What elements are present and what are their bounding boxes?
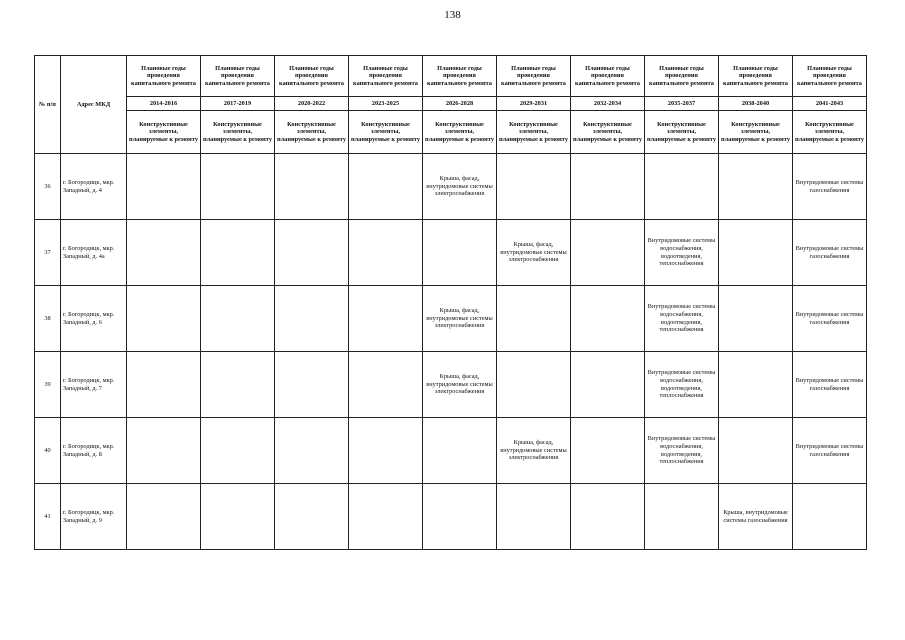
period-title-header: Плановые годы проведения капитального ремонта (423, 56, 497, 97)
repair-elements-cell: Внутридомовые системы газоснабжения (793, 352, 867, 418)
repair-elements-cell (201, 418, 275, 484)
period-years-header: 2038-2040 (719, 97, 793, 111)
period-elements-header: Конструктивные элементы, планируемые к ремонту (793, 111, 867, 154)
period-elements-header: Конструктивные элементы, планируемые к ремонту (201, 111, 275, 154)
period-years-header: 2020-2022 (275, 97, 349, 111)
address-column-header: Адрес МКД (61, 56, 127, 154)
repair-elements-cell (127, 352, 201, 418)
repair-elements-cell (201, 352, 275, 418)
repair-elements-cell: Внутридомовые системы газоснабжения (793, 418, 867, 484)
repair-elements-cell (497, 286, 571, 352)
repair-elements-cell (349, 418, 423, 484)
period-elements-header: Конструктивные элементы, планируемые к ремонту (497, 111, 571, 154)
repair-elements-cell: Крыша, фасад, внутридомовые системы электроснабжения (497, 418, 571, 484)
repair-elements-cell: Внутридомовые системы газоснабжения (793, 154, 867, 220)
period-elements-header: Конструктивные элементы, планируемые к ремонту (645, 111, 719, 154)
repair-elements-cell (719, 352, 793, 418)
repair-elements-cell: Внутридомовые системы газоснабжения (793, 286, 867, 352)
table-row (35, 220, 867, 286)
repair-elements-cell (719, 220, 793, 286)
repair-elements-cell (275, 286, 349, 352)
period-title-header: Плановые годы проведения капитального ремонта (497, 56, 571, 97)
period-title-header: Плановые годы проведения капитального ремонта (349, 56, 423, 97)
repair-elements-cell (275, 484, 349, 550)
num-column-header: № п/п (35, 56, 61, 154)
repair-elements-cell (423, 418, 497, 484)
repair-elements-cell (571, 220, 645, 286)
repair-elements-cell (719, 154, 793, 220)
repair-elements-cell (571, 418, 645, 484)
repair-elements-cell (497, 352, 571, 418)
period-years-header: 2023-2025 (349, 97, 423, 111)
repair-elements-cell (571, 352, 645, 418)
period-elements-header: Конструктивные элементы, планируемые к ремонту (349, 111, 423, 154)
repair-elements-cell: Крыша, фасад, внутридомовые системы электроснабжения (423, 352, 497, 418)
repair-elements-cell (571, 154, 645, 220)
repair-elements-cell: Внутридомовые системы водоснабжения, водоотведения, теплоснабжения (645, 418, 719, 484)
period-elements-header: Конструктивные элементы, планируемые к ремонту (571, 111, 645, 154)
repair-schedule-table (34, 55, 867, 550)
repair-elements-cell: Внутридомовые системы водоснабжения, водоотведения, теплоснабжения (645, 220, 719, 286)
period-elements-header: Конструктивные элементы, планируемые к ремонту (275, 111, 349, 154)
repair-elements-cell (201, 154, 275, 220)
repair-elements-cell (645, 154, 719, 220)
repair-elements-cell (349, 484, 423, 550)
table-row (35, 484, 867, 550)
repair-elements-cell (201, 220, 275, 286)
repair-elements-cell (201, 484, 275, 550)
period-elements-header: Конструктивные элементы, планируемые к ремонту (127, 111, 201, 154)
repair-elements-cell: Крыша, фасад, внутридомовые системы электроснабжения (497, 220, 571, 286)
table-row (35, 286, 867, 352)
row-number: 37 (35, 220, 61, 286)
repair-elements-cell (423, 484, 497, 550)
period-years-header: 2014-2016 (127, 97, 201, 111)
repair-elements-cell (275, 352, 349, 418)
row-address: г. Богородицк, мкр. Западный, д. 9 (61, 484, 127, 550)
period-title-header: Плановые годы проведения капитального ремонта (571, 56, 645, 97)
row-address: г. Богородицк, мкр. Западный, д. 4а (61, 220, 127, 286)
repair-elements-cell (127, 418, 201, 484)
repair-elements-cell: Внутридомовые системы водоснабжения, водоотведения, теплоснабжения (645, 352, 719, 418)
repair-elements-cell (349, 220, 423, 286)
period-title-header: Плановые годы проведения капитального ремонта (719, 56, 793, 97)
repair-elements-cell: Крыша, внутридомовые системы газоснабжения (719, 484, 793, 550)
period-years-header: 2026-2028 (423, 97, 497, 111)
period-elements-header: Конструктивные элементы, планируемые к ремонту (423, 111, 497, 154)
period-elements-header: Конструктивные элементы, планируемые к ремонту (719, 111, 793, 154)
repair-elements-cell (349, 352, 423, 418)
repair-elements-cell (127, 220, 201, 286)
row-address: г. Богородицк, мкр. Западный, д. 4 (61, 154, 127, 220)
repair-elements-cell (645, 484, 719, 550)
repair-elements-cell (275, 154, 349, 220)
table-row (35, 418, 867, 484)
repair-elements-cell (127, 484, 201, 550)
row-address: г. Богородицк, мкр. Западный, д. 6 (61, 286, 127, 352)
row-number: 41 (35, 484, 61, 550)
row-address: г. Богородицк, мкр. Западный, д. 7 (61, 352, 127, 418)
repair-elements-cell (497, 484, 571, 550)
repair-elements-cell: Крыша, фасад, внутридомовые системы электроснабжения (423, 154, 497, 220)
repair-elements-cell (571, 484, 645, 550)
table-row (35, 154, 867, 220)
repair-elements-cell (201, 286, 275, 352)
period-years-header: 2041-2043 (793, 97, 867, 111)
repair-elements-cell (275, 418, 349, 484)
period-years-header: 2017-2019 (201, 97, 275, 111)
repair-elements-cell (719, 286, 793, 352)
row-number: 38 (35, 286, 61, 352)
repair-elements-cell: Внутридомовые системы водоснабжения, водоотведения, теплоснабжения (645, 286, 719, 352)
repair-elements-cell (793, 484, 867, 550)
period-title-header: Плановые годы проведения капитального ремонта (275, 56, 349, 97)
period-years-header: 2029-2031 (497, 97, 571, 111)
period-title-header: Плановые годы проведения капитального ремонта (201, 56, 275, 97)
repair-elements-cell (127, 154, 201, 220)
repair-elements-cell (423, 220, 497, 286)
repair-elements-cell (349, 286, 423, 352)
repair-elements-cell (719, 418, 793, 484)
row-address: г. Богородицк, мкр. Западный, д. 8 (61, 418, 127, 484)
period-title-header: Плановые годы проведения капитального ремонта (645, 56, 719, 97)
period-years-header: 2035-2037 (645, 97, 719, 111)
repair-elements-cell: Крыша, фасад, внутридомовые системы электроснабжения (423, 286, 497, 352)
repair-elements-cell (497, 154, 571, 220)
repair-elements-cell (349, 154, 423, 220)
row-number: 39 (35, 352, 61, 418)
row-number: 40 (35, 418, 61, 484)
repair-elements-cell (275, 220, 349, 286)
period-years-header: 2032-2034 (571, 97, 645, 111)
row-number: 36 (35, 154, 61, 220)
table-row (35, 352, 867, 418)
repair-elements-cell (127, 286, 201, 352)
period-title-header: Плановые годы проведения капитального ремонта (793, 56, 867, 97)
repair-elements-cell (571, 286, 645, 352)
period-title-header: Плановые годы проведения капитального ремонта (127, 56, 201, 97)
repair-elements-cell: Внутридомовые системы газоснабжения (793, 220, 867, 286)
page-number: 138 (444, 9, 461, 21)
